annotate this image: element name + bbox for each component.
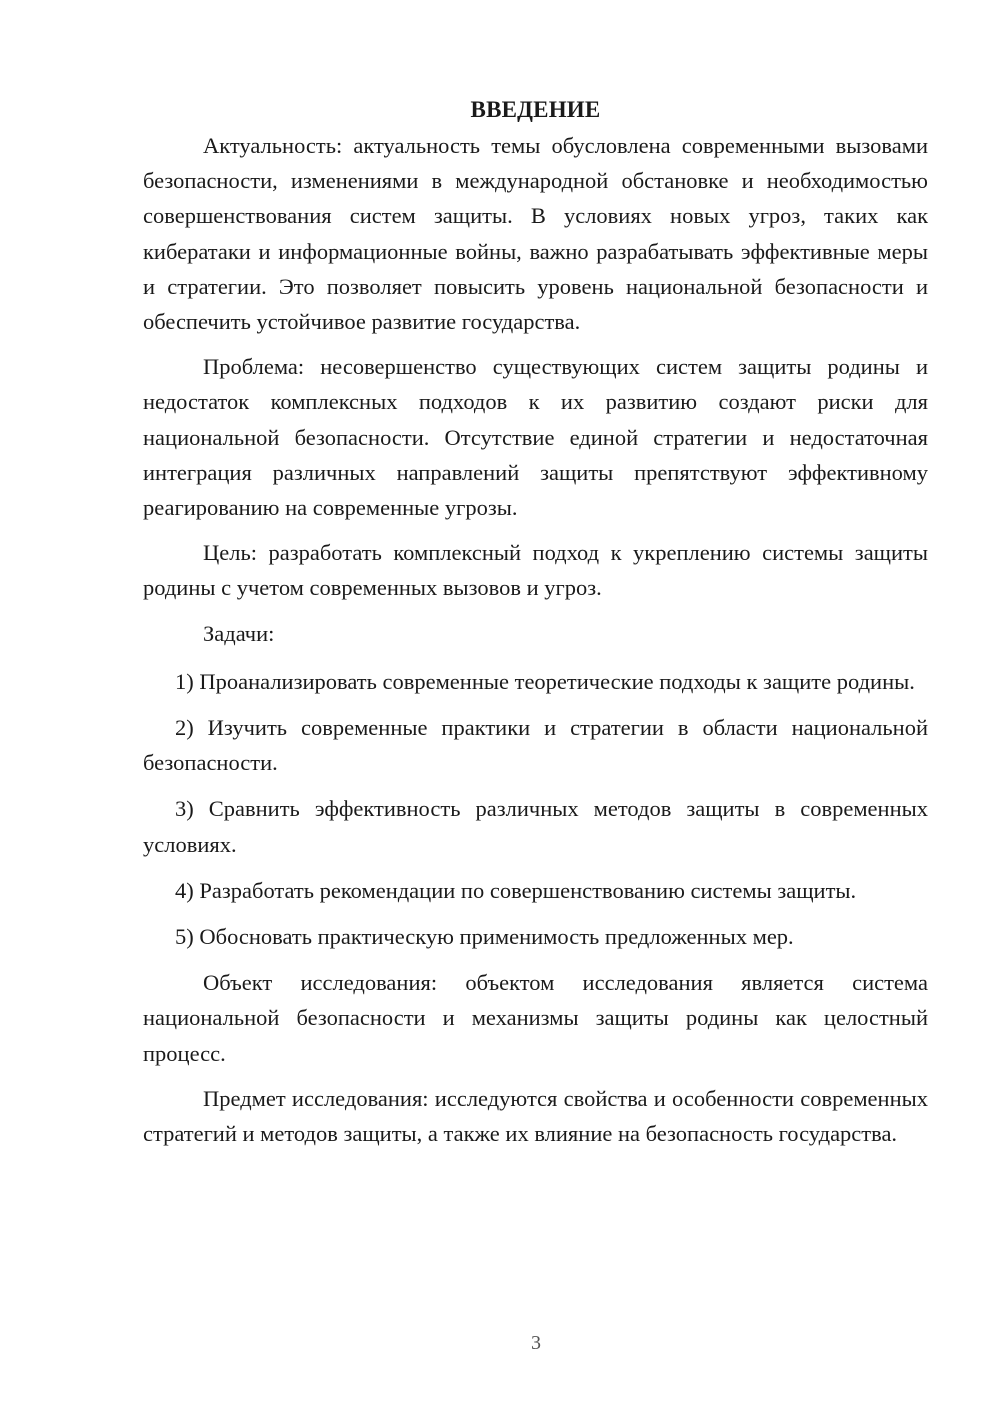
subject-paragraph: Предмет исследования: исследуются свойства и особенности современных стратегий и методов защиты, а также их влияние на безопасность государства. <box>143 1085 928 1147</box>
task-item-2: 2) Изучить современные практики и стратегии в области национальной безопасности. <box>143 715 928 776</box>
page-number: 3 <box>531 1332 541 1354</box>
tasks-label: Задачи: <box>203 620 275 646</box>
document-page <box>143 92 928 1161</box>
problem-paragraph: Проблема: несовершенство существующих систем защиты родины и недостаток комплексных подходов к их развитию создают риски для национальной безопасности. Отсутствие единой стратегии и недостаточная интеграция различных направлений защиты препятствуют эффективному реагированию на современные угрозы. <box>143 354 928 521</box>
section-heading: ВВЕДЕНИЕ <box>470 97 601 122</box>
relevance-paragraph: Актуальность: актуальность темы обусловлена современными вызовами безопасности, изменениями в международной обстановке и необходимостью совершенствования систем защиты. В условиях новых угроз, таких как кибератаки и информационные войны, важно разрабатывать эффективные меры и стратегии. Это позволяет повысить уровень национальной безопасности и обеспечить устойчивое развитие государства. <box>143 133 928 335</box>
task-item-1: 1) Проанализировать современные теоретические подходы к защите родины. <box>175 668 915 694</box>
goal-paragraph: Цель: разработать комплексный подход к укреплению системы защиты родины с учетом современных вызовов и угроз. <box>143 540 928 601</box>
object-paragraph: Объект исследования: объектом исследования является система национальной безопасности и механизмы защиты родины как целостный процесс. <box>143 970 928 1066</box>
task-item-3: 3) Сравнить эффективность различных методов защиты в современных условиях. <box>143 796 928 857</box>
task-item-5: 5) Обосновать практическую применимость предложенных мер. <box>175 924 794 950</box>
task-item-4: 4) Разработать рекомендации по совершенствованию системы защиты. <box>175 877 857 903</box>
